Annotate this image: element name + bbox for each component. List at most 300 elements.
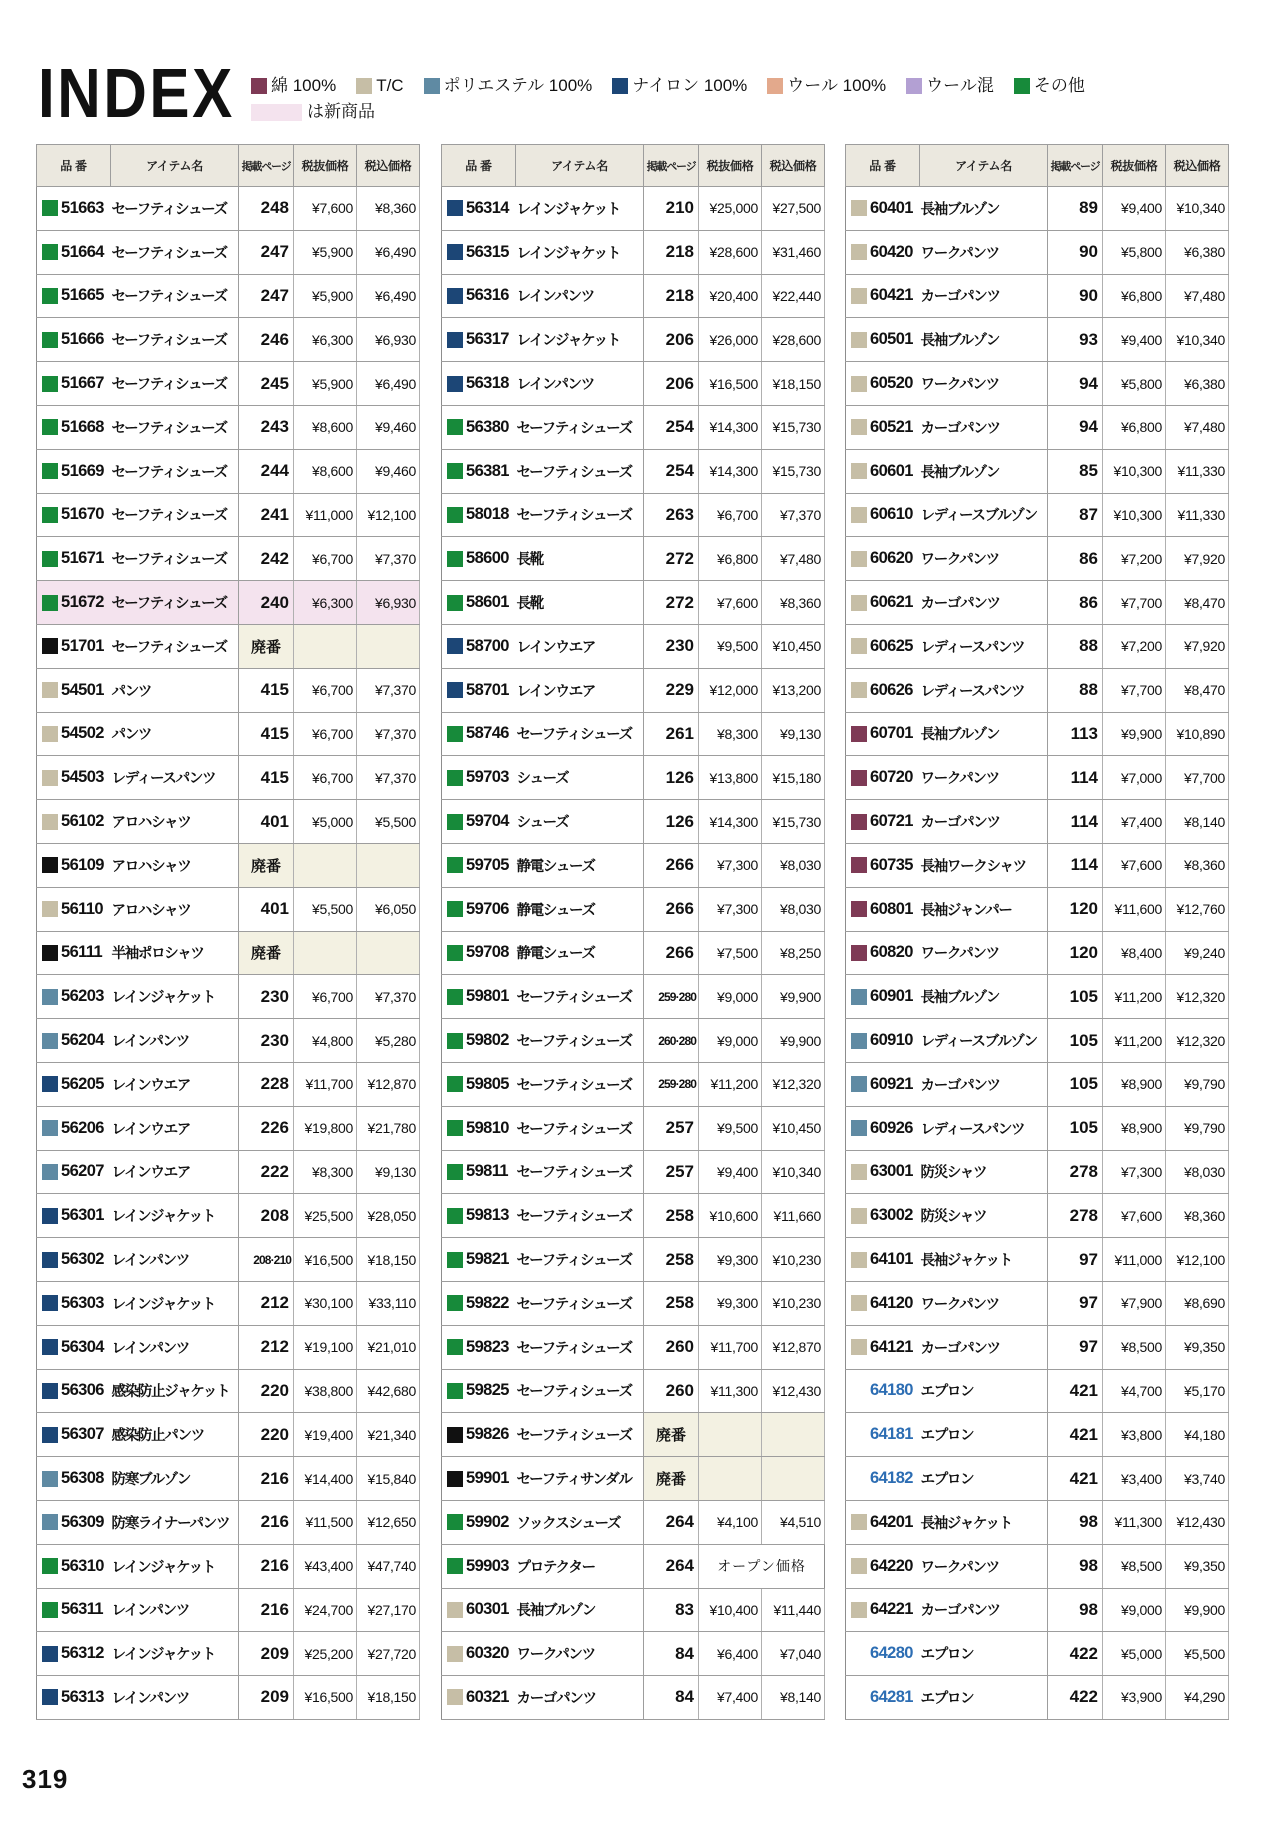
item-code: 56317	[466, 330, 509, 349]
price-incl-tax: ¥10,230	[762, 1238, 825, 1282]
price-excl-tax: ¥10,300	[1103, 493, 1166, 537]
price-incl-tax: ¥6,930	[357, 581, 420, 625]
price-excl-tax: ¥20,400	[699, 274, 762, 318]
price-excl-tax: ¥9,400	[1103, 318, 1166, 362]
price-excl-tax: ¥24,700	[294, 1588, 357, 1632]
material-swatch-icon	[851, 1602, 867, 1618]
price-excl-tax	[294, 931, 357, 975]
table-row	[846, 537, 1229, 581]
item-code-cell	[37, 1238, 111, 1282]
material-swatch-icon	[42, 1120, 58, 1136]
catalog-page: 401	[239, 800, 294, 844]
column-header-page: 掲載ページ	[644, 145, 699, 187]
price-excl-tax: ¥9,400	[699, 1150, 762, 1194]
price-incl-tax: ¥15,730	[762, 800, 825, 844]
material-swatch-icon	[851, 551, 867, 567]
catalog-page: 94	[1048, 362, 1103, 406]
catalog-page: 89	[1048, 187, 1103, 231]
price-excl-tax: ¥43,400	[294, 1544, 357, 1588]
item-name: 長袖ワークシャツ	[920, 843, 1048, 887]
catalog-page: 244	[239, 449, 294, 493]
legend-item-wool	[767, 75, 886, 97]
item-code-cell	[442, 1325, 516, 1369]
item-code: 56309	[61, 1512, 104, 1531]
item-name: レインウエア	[516, 668, 644, 712]
item-name: 長袖ジャケット	[920, 1500, 1048, 1544]
item-code: 60501	[870, 330, 913, 349]
polyester-swatch	[424, 78, 440, 94]
item-code-cell	[37, 1194, 111, 1238]
discontinued-label: 廃番	[239, 843, 294, 887]
item-name: レインウエア	[111, 1150, 239, 1194]
item-name: セーフティシューズ	[516, 1019, 644, 1063]
item-code-cell	[37, 975, 111, 1019]
catalog-page: 415	[239, 668, 294, 712]
catalog-page: 84	[644, 1632, 699, 1676]
item-code-cell	[846, 975, 920, 1019]
table-row	[37, 1632, 420, 1676]
item-name: パンツ	[111, 712, 239, 756]
item-code: 59826	[466, 1425, 509, 1444]
price-incl-tax: ¥22,440	[762, 274, 825, 318]
table-row	[442, 756, 825, 800]
price-incl-tax: ¥8,470	[1166, 581, 1229, 625]
price-excl-tax: ¥11,700	[699, 1325, 762, 1369]
column-header-item-name: アイテム名	[920, 145, 1048, 187]
item-code-cell	[442, 274, 516, 318]
item-code-cell	[37, 1106, 111, 1150]
material-swatch-icon	[42, 1383, 58, 1399]
catalog-page: 208	[239, 1194, 294, 1238]
item-name: ワークパンツ	[920, 756, 1048, 800]
catalog-page: 220	[239, 1369, 294, 1413]
item-name: セーフティシューズ	[111, 230, 239, 274]
item-code-cell	[442, 800, 516, 844]
item-code-cell	[37, 1588, 111, 1632]
item-name: 長袖ブルゾン	[920, 975, 1048, 1019]
item-name: アロハシャツ	[111, 887, 239, 931]
price-incl-tax	[357, 931, 420, 975]
price-excl-tax: ¥5,000	[1103, 1632, 1166, 1676]
item-code: 60610	[870, 505, 913, 524]
material-swatch-icon	[42, 1208, 58, 1224]
price-excl-tax: ¥6,300	[294, 581, 357, 625]
item-code-cell	[846, 1194, 920, 1238]
catalog-page: 242	[239, 537, 294, 581]
price-excl-tax: ¥25,500	[294, 1194, 357, 1238]
table-row	[846, 1281, 1229, 1325]
item-name: パンツ	[111, 668, 239, 712]
item-code-cell	[846, 1150, 920, 1194]
item-code: 60601	[870, 461, 913, 480]
price-excl-tax	[294, 843, 357, 887]
item-name: セーフティシューズ	[516, 1238, 644, 1282]
item-name: セーフティシューズ	[516, 1106, 644, 1150]
legend-item-wool-blend	[906, 75, 994, 97]
catalog-page: 105	[1048, 1062, 1103, 1106]
item-code-cell	[37, 1325, 111, 1369]
table-row	[846, 1150, 1229, 1194]
item-name: セーフティサンダル	[516, 1457, 644, 1501]
item-code: 51665	[61, 286, 104, 305]
catalog-page: 266	[644, 931, 699, 975]
item-name: カーゴパンツ	[920, 405, 1048, 449]
price-incl-tax: ¥11,440	[762, 1588, 825, 1632]
column-header-page: 掲載ページ	[239, 145, 294, 187]
item-code-cell	[846, 1106, 920, 1150]
catalog-page: 259·280	[644, 1062, 699, 1106]
price-incl-tax: ¥5,500	[357, 800, 420, 844]
table-header-row	[37, 145, 420, 187]
item-code: 60901	[870, 987, 913, 1006]
item-code: 64221	[870, 1600, 913, 1619]
item-name: セーフティシューズ	[516, 1150, 644, 1194]
material-swatch-icon	[42, 682, 58, 698]
price-incl-tax: ¥7,370	[357, 712, 420, 756]
table-row	[442, 843, 825, 887]
item-name: レインパンツ	[111, 1238, 239, 1282]
item-name: 長袖ジャンパー	[920, 887, 1048, 931]
item-name: エプロン	[920, 1676, 1048, 1720]
item-code-cell	[846, 1544, 920, 1588]
catalog-page: 212	[239, 1325, 294, 1369]
item-name: ワークパンツ	[920, 1544, 1048, 1588]
table-row	[442, 1544, 825, 1588]
price-incl-tax: ¥4,180	[1166, 1413, 1229, 1457]
price-incl-tax: ¥8,140	[1166, 800, 1229, 844]
price-excl-tax: ¥7,200	[1103, 624, 1166, 668]
table-row	[846, 405, 1229, 449]
item-name: セーフティシューズ	[516, 1194, 644, 1238]
item-code: 51670	[61, 505, 104, 524]
item-code: 56380	[466, 417, 509, 436]
catalog-page: 216	[239, 1500, 294, 1544]
price-incl-tax: ¥7,700	[1166, 756, 1229, 800]
material-swatch-icon	[447, 244, 463, 260]
item-name: カーゴパンツ	[920, 1062, 1048, 1106]
price-excl-tax: ¥8,300	[294, 1150, 357, 1194]
item-code: 51667	[61, 374, 104, 393]
item-code-cell	[37, 1281, 111, 1325]
item-code-cell	[442, 668, 516, 712]
item-code-cell	[37, 800, 111, 844]
material-swatch-icon	[42, 901, 58, 917]
table-row	[442, 230, 825, 274]
table-row	[846, 274, 1229, 318]
item-code: 59810	[466, 1118, 509, 1137]
catalog-page: 248	[239, 187, 294, 231]
legend-row	[251, 75, 1085, 97]
table-row	[37, 274, 420, 318]
item-code: 60420	[870, 242, 913, 261]
item-code-cell	[37, 1500, 111, 1544]
item-code: 56207	[61, 1162, 104, 1181]
price-excl-tax: ¥11,500	[294, 1500, 357, 1544]
item-code: 56310	[61, 1556, 104, 1575]
price-excl-tax: ¥9,500	[699, 1106, 762, 1150]
price-incl-tax: ¥28,600	[762, 318, 825, 362]
price-incl-tax: ¥7,480	[762, 537, 825, 581]
table-row	[442, 1281, 825, 1325]
item-name: レインパンツ	[516, 274, 644, 318]
item-code: 51664	[61, 242, 104, 261]
item-name: セーフティシューズ	[111, 362, 239, 406]
item-code-cell	[442, 975, 516, 1019]
catalog-page: 93	[1048, 318, 1103, 362]
item-code-cell	[37, 712, 111, 756]
item-code-cell	[846, 668, 920, 712]
material-swatch-icon	[851, 1689, 867, 1705]
material-swatch-icon	[851, 332, 867, 348]
item-code: 56301	[61, 1206, 104, 1225]
legend-label: ウール混	[926, 76, 994, 95]
item-code-cell	[846, 843, 920, 887]
price-incl-tax: ¥7,920	[1166, 624, 1229, 668]
material-swatch-icon	[447, 463, 463, 479]
price-incl-tax: ¥6,380	[1166, 362, 1229, 406]
catalog-page: 88	[1048, 624, 1103, 668]
legend-label: ポリエステル 100%	[443, 76, 593, 95]
column-header-code: 品 番	[846, 145, 920, 187]
material-swatch-icon	[447, 1339, 463, 1355]
item-name: カーゴパンツ	[920, 1325, 1048, 1369]
item-code-cell	[442, 1106, 516, 1150]
price-excl-tax: ¥11,000	[1103, 1238, 1166, 1282]
price-incl-tax: ¥8,360	[357, 187, 420, 231]
table-row	[37, 1238, 420, 1282]
material-swatch-icon	[851, 419, 867, 435]
item-name: エプロン	[920, 1413, 1048, 1457]
table-row	[846, 887, 1229, 931]
table-row	[846, 1457, 1229, 1501]
table-row	[37, 449, 420, 493]
table-row	[442, 1457, 825, 1501]
material-swatch-icon	[42, 814, 58, 830]
item-code-cell	[846, 1019, 920, 1063]
item-name: セーフティシューズ	[111, 187, 239, 231]
table-row	[37, 230, 420, 274]
item-name: セーフティシューズ	[516, 493, 644, 537]
price-excl-tax: ¥9,000	[1103, 1588, 1166, 1632]
price-incl-tax: ¥10,340	[1166, 187, 1229, 231]
item-code-cell	[846, 187, 920, 231]
item-name: 長靴	[516, 581, 644, 625]
material-swatch-icon	[42, 1164, 58, 1180]
column-header-item-name: アイテム名	[111, 145, 239, 187]
item-code: 60921	[870, 1074, 913, 1093]
material-swatch-icon	[42, 1602, 58, 1618]
material-swatch-icon	[851, 1295, 867, 1311]
item-name: レインジャケット	[111, 1632, 239, 1676]
price-incl-tax: ¥7,920	[1166, 537, 1229, 581]
item-code-cell	[37, 1544, 111, 1588]
catalog-page: 114	[1048, 843, 1103, 887]
material-swatch-icon	[851, 682, 867, 698]
item-code-cell	[846, 1457, 920, 1501]
material-swatch-icon	[851, 1339, 867, 1355]
price-excl-tax: ¥10,300	[1103, 449, 1166, 493]
catalog-page: 126	[644, 756, 699, 800]
material-swatch-icon	[42, 1427, 58, 1443]
price-incl-tax: ¥12,430	[1166, 1500, 1229, 1544]
material-swatch-icon	[42, 726, 58, 742]
item-name: シューズ	[516, 800, 644, 844]
table-row	[37, 1019, 420, 1063]
table-row	[37, 887, 420, 931]
item-code: 51666	[61, 330, 104, 349]
material-swatch-icon	[447, 1602, 463, 1618]
price-incl-tax: ¥5,500	[1166, 1632, 1229, 1676]
price-incl-tax: ¥15,180	[762, 756, 825, 800]
catalog-page: 254	[644, 405, 699, 449]
price-excl-tax: ¥7,500	[699, 931, 762, 975]
table-row	[846, 1544, 1229, 1588]
price-excl-tax: ¥11,200	[1103, 1019, 1166, 1063]
catalog-page: 230	[644, 624, 699, 668]
catalog-page: 216	[239, 1544, 294, 1588]
catalog-page: 229	[644, 668, 699, 712]
price-excl-tax: ¥19,100	[294, 1325, 357, 1369]
item-code-cell	[442, 1457, 516, 1501]
table-row	[442, 1062, 825, 1106]
item-code-cell	[846, 274, 920, 318]
catalog-page: 209	[239, 1676, 294, 1720]
item-name: セーフティシューズ	[516, 1413, 644, 1457]
catalog-page: 218	[644, 274, 699, 318]
catalog-page: 240	[239, 581, 294, 625]
item-code: 60820	[870, 943, 913, 962]
item-name: ソックスシューズ	[516, 1500, 644, 1544]
price-incl-tax	[357, 624, 420, 668]
item-code: 64180	[870, 1381, 913, 1400]
item-code-cell	[37, 493, 111, 537]
item-name: レインジャケット	[111, 1544, 239, 1588]
price-incl-tax: ¥9,240	[1166, 931, 1229, 975]
price-excl-tax: ¥7,700	[1103, 581, 1166, 625]
item-code-cell	[846, 712, 920, 756]
price-excl-tax: ¥19,400	[294, 1413, 357, 1457]
item-code: 56312	[61, 1644, 104, 1663]
item-code-cell	[37, 1369, 111, 1413]
price-incl-tax: ¥7,480	[1166, 405, 1229, 449]
price-excl-tax: ¥7,600	[294, 187, 357, 231]
price-incl-tax: ¥4,290	[1166, 1676, 1229, 1720]
table-header-row	[442, 145, 825, 187]
index-table-3	[845, 144, 1229, 1720]
catalog-page: 258	[644, 1281, 699, 1325]
material-swatch-icon	[447, 507, 463, 523]
material-swatch-icon	[447, 332, 463, 348]
table-row	[846, 975, 1229, 1019]
price-excl-tax: ¥11,600	[1103, 887, 1166, 931]
table-row	[37, 756, 420, 800]
item-name: エプロン	[920, 1369, 1048, 1413]
item-code-cell	[37, 1457, 111, 1501]
item-code: 59708	[466, 943, 509, 962]
price-excl-tax: ¥9,000	[699, 1019, 762, 1063]
item-name: セーフティシューズ	[111, 493, 239, 537]
material-swatch-icon	[447, 1427, 463, 1443]
item-code: 59705	[466, 855, 509, 874]
item-code: 51663	[61, 198, 104, 217]
item-code-cell	[442, 931, 516, 975]
catalog-page: 120	[1048, 931, 1103, 975]
material-swatch-icon	[447, 1689, 463, 1705]
item-code: 59813	[466, 1206, 509, 1225]
item-code-cell	[442, 318, 516, 362]
price-incl-tax: ¥9,900	[762, 975, 825, 1019]
item-code-cell	[442, 230, 516, 274]
price-excl-tax: ¥7,300	[1103, 1150, 1166, 1194]
item-code-cell	[442, 405, 516, 449]
material-swatch-icon	[42, 463, 58, 479]
catalog-page: 85	[1048, 449, 1103, 493]
item-code: 64121	[870, 1337, 913, 1356]
table-row	[846, 318, 1229, 362]
price-excl-tax: ¥6,700	[294, 756, 357, 800]
catalog-page: 220	[239, 1413, 294, 1457]
item-name: セーフティシューズ	[111, 624, 239, 668]
item-code: 56304	[61, 1337, 104, 1356]
table-row	[846, 1194, 1229, 1238]
price-excl-tax: ¥5,500	[294, 887, 357, 931]
price-excl-tax: ¥7,400	[699, 1676, 762, 1720]
cotton-swatch	[251, 78, 267, 94]
item-code-cell	[442, 1194, 516, 1238]
item-code-cell	[37, 1019, 111, 1063]
item-code: 60721	[870, 812, 913, 831]
price-incl-tax: ¥21,340	[357, 1413, 420, 1457]
item-code-cell	[37, 931, 111, 975]
price-incl-tax: ¥13,200	[762, 668, 825, 712]
material-swatch-icon	[42, 200, 58, 216]
price-excl-tax: ¥7,600	[1103, 1194, 1166, 1238]
price-excl-tax: ¥6,700	[294, 668, 357, 712]
price-excl-tax: ¥14,300	[699, 405, 762, 449]
price-incl-tax: ¥5,280	[357, 1019, 420, 1063]
material-swatch-icon	[851, 1164, 867, 1180]
material-swatch-icon	[447, 376, 463, 392]
item-name: 静電シューズ	[516, 887, 644, 931]
item-code-cell	[846, 230, 920, 274]
material-swatch-icon	[851, 1471, 867, 1487]
price-incl-tax: ¥7,040	[762, 1632, 825, 1676]
item-name: レインパンツ	[111, 1019, 239, 1063]
item-code-cell	[37, 318, 111, 362]
item-name: レディースブルゾン	[920, 1019, 1048, 1063]
table-row	[442, 668, 825, 712]
table-row	[442, 887, 825, 931]
price-incl-tax: ¥8,360	[762, 581, 825, 625]
table-row	[846, 1106, 1229, 1150]
table-row	[442, 1325, 825, 1369]
catalog-page: 83	[644, 1588, 699, 1632]
table-row	[846, 362, 1229, 406]
item-name: レインパンツ	[111, 1325, 239, 1369]
price-excl-tax: ¥9,900	[1103, 712, 1166, 756]
legend-label: ウール 100%	[787, 76, 887, 95]
table-row	[846, 1413, 1229, 1457]
item-code: 56318	[466, 374, 509, 393]
catalog-page: 257	[644, 1150, 699, 1194]
price-incl-tax: ¥7,370	[357, 975, 420, 1019]
item-code: 56381	[466, 461, 509, 480]
table-row	[846, 756, 1229, 800]
item-code-cell	[846, 1281, 920, 1325]
item-code: 60301	[466, 1600, 509, 1619]
legend-item-polyester	[424, 75, 593, 97]
item-name: セーフティシューズ	[111, 274, 239, 318]
